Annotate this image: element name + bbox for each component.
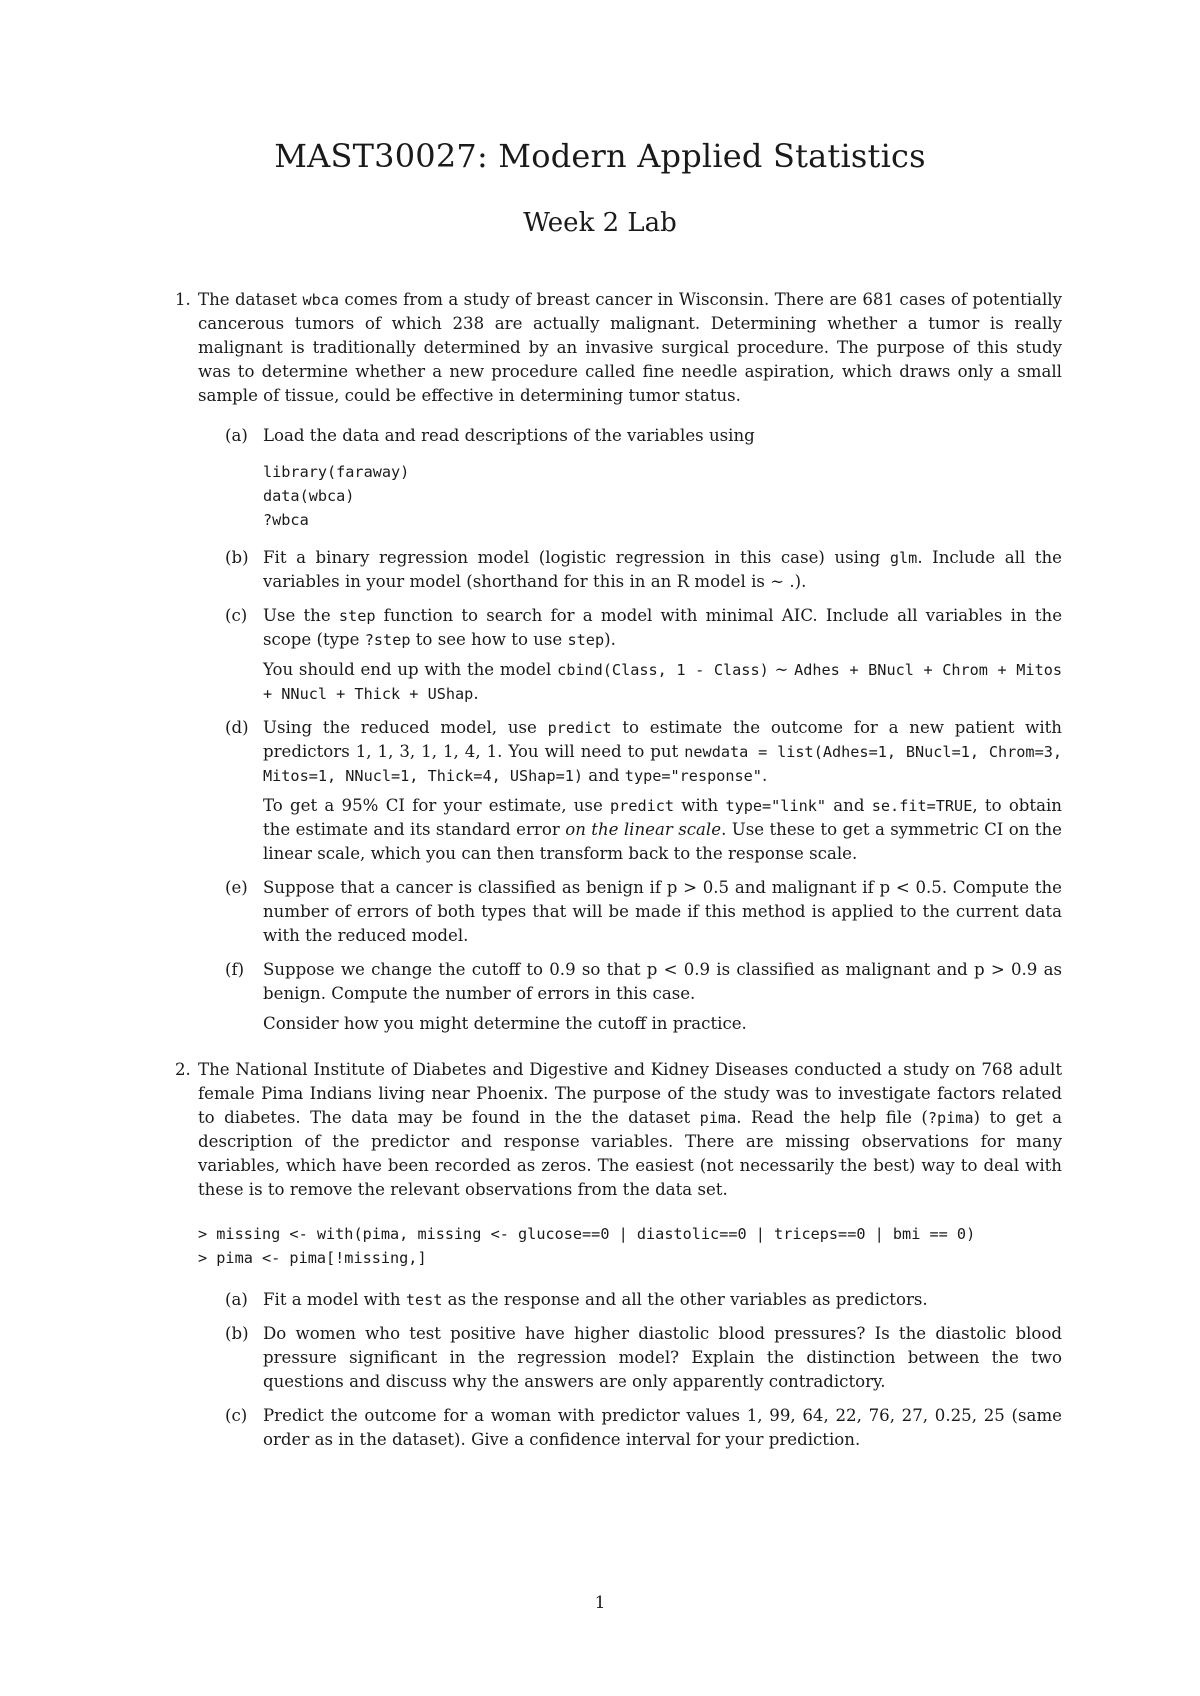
text-run: ) to get a description of the predictor and response variables. There are missing observations for many variables, which have been recorded as zeros. The easiest (not necessarily the best) way to deal with these is to remove the relevant observations from the data set. bbox=[198, 1108, 1062, 1199]
subquestion-label: (f) bbox=[225, 960, 245, 979]
code-run: wbca bbox=[302, 291, 340, 309]
subquestion-text: Suppose we change the cutoff to 0.9 so that p < 0.9 is classified as malignant and p > 0.9 as benign. Compute the number of errors in this case. bbox=[263, 960, 1062, 1003]
question-intro bbox=[198, 288, 1062, 408]
code-run: test bbox=[405, 1291, 443, 1309]
subquestion-text bbox=[263, 716, 1062, 788]
code-block bbox=[198, 460, 1062, 532]
text-run: . bbox=[473, 684, 479, 703]
subquestion-paragraph bbox=[263, 658, 1062, 706]
subquestion-2a bbox=[198, 1288, 1062, 1312]
text-run: Fit a model with bbox=[263, 1290, 406, 1309]
document-body bbox=[175, 288, 1062, 1452]
question-intro bbox=[198, 1058, 1062, 1202]
subquestion-paragraph: Consider how you might determine the cutoff in practice. bbox=[263, 1014, 747, 1033]
code-run: step bbox=[567, 631, 605, 649]
subquestion-paragraph bbox=[263, 794, 1062, 866]
text-run: comes from a study of breast cancer in Wisconsin. There are 681 cases of potentially cancerous tumors of which 238 are actually malignant. Determining whether a tumor is really malignant is traditionally determined by an invasive surgical procedure. The purpose of this study was to determine whether a new procedure called fine needle aspiration, which draws only a small sample of tissue, could be effective in determining tumor status. bbox=[198, 290, 1062, 405]
text-run: and bbox=[583, 766, 625, 785]
subquestion-2b bbox=[198, 1322, 1062, 1394]
text-run: ). bbox=[604, 630, 616, 649]
subquestion-text: Do women who test positive have higher diastolic blood pressures? Is the diastolic blood pressure significant in the regression model? Explain the distinction between the two questions and discuss why the answers are only apparently contradictory. bbox=[263, 1324, 1062, 1391]
code-line: > pima <- pima[!missing,] bbox=[198, 1249, 427, 1267]
subquestion-text bbox=[263, 604, 1062, 652]
text-run: , to obtain the estimate and its standard error bbox=[263, 796, 1062, 839]
question-number: 1. bbox=[175, 290, 191, 309]
subquestion-label: (a) bbox=[225, 1290, 248, 1309]
code-run: ?pima bbox=[927, 1109, 974, 1127]
text-run: . Include all the variables in your model (shorthand for this in an R model is ∼ .). bbox=[263, 548, 1062, 591]
subquestion-1b bbox=[198, 546, 1062, 594]
code-run: cbind(Class, 1 - Class) bbox=[557, 661, 769, 679]
question-1 bbox=[175, 288, 1062, 1036]
subquestion-text bbox=[263, 1288, 1062, 1312]
text-run: and bbox=[826, 796, 872, 815]
emphasis-run: on the linear scale bbox=[565, 820, 722, 839]
code-line: library(faraway) bbox=[263, 463, 410, 481]
question-2-parts bbox=[175, 1288, 1062, 1452]
code-run: ?step bbox=[364, 631, 411, 649]
code-run: glm bbox=[889, 549, 918, 567]
text-run: You should end up with the model bbox=[263, 660, 558, 679]
text-run: The National Institute of Diabetes and Digestive and Kidney Diseases conducted a study on 768 adult female Pima Indians living near Phoenix. The purpose of the study was to investigate factors related to diabetes. The data may be found in the the dataset bbox=[198, 1060, 1062, 1127]
subquestion-label: (e) bbox=[225, 878, 248, 897]
subquestion-1e bbox=[198, 876, 1062, 948]
subquestion-label: (c) bbox=[225, 606, 248, 625]
code-run: newdata = list(Adhes=1, BNucl=1, Chrom=3, Mitos=1, NNucl=1, Thick=4, UShap=1) bbox=[263, 743, 1063, 785]
code-run: pima bbox=[699, 1109, 737, 1127]
subquestion-label: (d) bbox=[225, 718, 249, 737]
text-run: To get a 95% CI for your estimate, use bbox=[263, 796, 611, 815]
text-run: . Read the help file ( bbox=[736, 1108, 928, 1127]
subquestion-label: (a) bbox=[225, 426, 248, 445]
code-run: Adhes + BNucl + Chrom + Mitos + NNucl + Thick + UShap bbox=[263, 661, 1062, 703]
text-run: Fit a binary regression model (logistic regression in this case) using bbox=[263, 548, 890, 567]
subquestion-text: Suppose that a cancer is classified as benign if p > 0.5 and malignant if p < 0.5. Compute the number of errors of both types that will be made if this method is applied to the current data with the reduced model. bbox=[263, 878, 1062, 945]
text-run: as the response and all the other variables as predictors. bbox=[442, 1290, 928, 1309]
code-block bbox=[175, 1222, 1062, 1270]
text-run: with bbox=[674, 796, 726, 815]
code-run: predict bbox=[610, 797, 675, 815]
code-line: > missing <- with(pima, missing <- glucose==0 | diastolic==0 | triceps==0 | bmi == 0) bbox=[198, 1225, 976, 1243]
subquestion-1c bbox=[198, 604, 1062, 706]
subquestion-1a bbox=[198, 424, 1062, 448]
text-run: Use the bbox=[263, 606, 339, 625]
text-run: to see how to use bbox=[410, 630, 568, 649]
document-subtitle: Week 2 Lab bbox=[523, 208, 677, 238]
text-run: ∼ bbox=[768, 660, 795, 679]
subquestion-1f bbox=[198, 958, 1062, 1036]
code-run: type="response" bbox=[624, 767, 762, 785]
subquestion-text bbox=[263, 546, 1062, 594]
subquestion-2c bbox=[198, 1404, 1062, 1452]
subquestion-text: Predict the outcome for a woman with predictor values 1, 99, 64, 22, 76, 27, 0.25, 25 (same order as in the dataset). Give a confidence interval for your prediction. bbox=[263, 1406, 1062, 1449]
text-run: . bbox=[761, 766, 768, 785]
code-line: ?wbca bbox=[263, 511, 309, 529]
text-run: Using the reduced model, use bbox=[263, 718, 548, 737]
text-run: function to search for a model with minimal AIC. Include all variables in the scope (type bbox=[263, 606, 1063, 649]
question-number: 2. bbox=[175, 1060, 191, 1079]
subquestion-text: Load the data and read descriptions of the variables using bbox=[263, 426, 755, 445]
subquestion-label: (b) bbox=[225, 1324, 249, 1343]
code-run: predict bbox=[547, 719, 612, 737]
text-run: to estimate the outcome for a new patient with predictors 1, 1, 3, 1, 1, 4, 1. You will need to put bbox=[263, 718, 1062, 761]
subquestion-1d bbox=[198, 716, 1062, 866]
code-line: data(wbca) bbox=[263, 487, 355, 505]
question-2 bbox=[175, 1058, 1062, 1202]
subquestion-label: (c) bbox=[225, 1406, 248, 1425]
document-title: MAST30027: Modern Applied Statistics bbox=[274, 137, 926, 175]
page-number: 1 bbox=[594, 1593, 606, 1613]
text-run: The dataset bbox=[198, 290, 303, 309]
code-run: step bbox=[338, 607, 376, 625]
code-run: se.fit=TRUE bbox=[871, 797, 973, 815]
subquestion-label: (b) bbox=[225, 548, 249, 567]
code-run: type="link" bbox=[725, 797, 827, 815]
text-run: . Use these to get a symmetric CI on the linear scale, which you can then transform back to the response scale. bbox=[263, 820, 1062, 863]
